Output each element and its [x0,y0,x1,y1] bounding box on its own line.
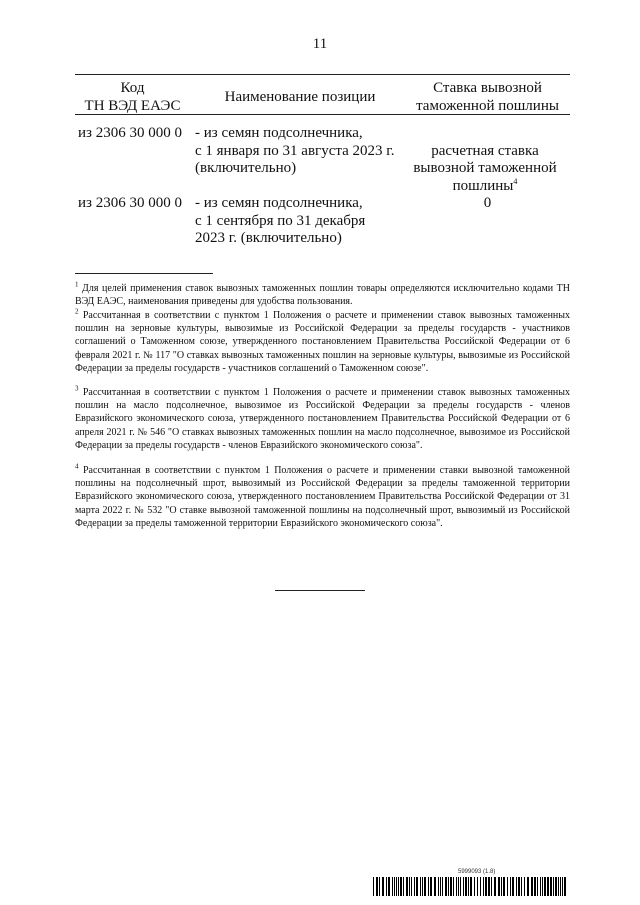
barcode-bar [516,877,517,896]
barcode-bar [438,877,439,896]
table-top-rule [75,74,570,75]
barcode-bar [445,877,447,896]
footnote-4 [75,464,570,530]
barcode-bar [485,877,487,896]
barcode-bar [450,877,452,896]
footnote-1-text: Для целей применения ставок вывозных таможенных пошлин товары определяются исключительно кодами ТН ВЭД ЕАЭС, наименования приведены для удобства пользования. [75,283,570,308]
barcode-bar [560,877,561,896]
row1-rate [400,125,570,195]
barcode-bar [448,877,449,896]
row2-rate: 0 [483,195,492,211]
barcode-bar [453,877,454,896]
barcode-bar [420,877,421,896]
barcode-bar [562,877,563,896]
footnote-2 [75,309,570,375]
barcode-bar [498,877,500,896]
footnote-3-text: Рассчитанная в соответствии с пунктом 1 Положения о расчете и применении ставок вывозных таможенных пошлин на масло подсолнечное, вывозимое из Российской Федерации за пределы государств - членов Евразийского экономического союза, утвержденного постановлением Правительства Российской Федерации от 6 апреля 2021 г. № 546 "О ставках вывозных таможенных пошлин на масло подсолнечное, вывозимое из Российской Федерации за пределы государств - членов Евразийского экономического союза". [75,387,571,451]
barcode-bar [477,877,478,896]
end-separator [275,590,365,591]
barcode-bar [428,877,429,896]
barcode-bar [474,877,475,896]
header-rate-line2: таможенной пошлины [416,98,559,114]
barcode-bar [558,877,559,896]
barcode-bar [400,877,402,896]
barcode-bar [544,877,546,896]
barcode-bar [507,877,508,896]
footnote-1 [75,282,570,308]
barcode-bar [518,877,520,896]
row1-rate-footnote: 4 [513,176,518,186]
barcode-bar [460,877,461,896]
barcode-bar [456,877,457,896]
barcode-bar [550,877,552,896]
barcode-bar [494,877,496,896]
barcode-bar [512,877,514,896]
barcode-bar [483,877,484,896]
barcode-bar [553,877,554,896]
barcode-bar [376,877,378,896]
footnote-4-num: 4 [75,462,79,471]
barcode-bar [386,877,387,896]
barcode-bar [537,877,538,896]
barcode-bar [414,877,415,896]
page-number: 11 [312,36,328,52]
header-rate [405,79,570,115]
barcode-bar [465,877,467,896]
barcode-bar [547,877,549,896]
barcode-bar [524,877,525,896]
row1-code: из 2306 30 000 0 [78,125,182,141]
barcode-bar [403,877,404,896]
header-rate-line1: Ставка вывозной [433,80,542,96]
barcode-bar [406,877,408,896]
barcode-bar [379,877,380,896]
footnote-2-text: Рассчитанная в соответствии с пунктом 1 Положения о расчете и применении ставок вывозных таможенных пошлин на зерновые культуры, вывозимые из Российской Федерации за пределы государств - участников соглашений о Таможенном союзе, утвержденного постановлением Правительства Российской Федерации от 6 февраля 2021 г. № 117 "О ставках вывозных таможенных пошлин на зерновые культуры, вывозимые из Российской Федерации за пределы государств - участников соглашений о Таможенном союзе". [75,310,571,374]
barcode-bar [416,877,418,896]
barcode-bar [411,877,412,896]
barcode-bar [424,877,426,896]
footnote-3 [75,386,570,452]
header-code [75,79,190,115]
barcode-bar [373,877,374,896]
document-code: 5999093 (1.8) [458,869,496,875]
barcode-bar [463,877,464,896]
barcode-bar [510,877,511,896]
barcode-bar [501,877,502,896]
barcode-bar [409,877,410,896]
barcode-bar [396,877,397,896]
footnote-4-text: Рассчитанная в соответствии с пунктом 1 Положения о расчете и применении ставки вывозной таможенной пошлины на подсолнечный шрот, вывозимый из Российской Федерации за пределы таможенной территории Евразийского экономического союза, утвержденного постановлением Правительства Российской Федерации от 31 марта 2022 г. № 532 "О ставке вывозной таможенной пошлины на подсолнечный шрот, вывозимый из Российской Федерации за пределы таможенной территории Евразийского экономического союза". [75,465,570,529]
footnote-2-num: 2 [75,307,79,316]
barcode-bar [531,877,533,896]
footnote-3-num: 3 [75,384,79,393]
barcode-bar [382,877,384,896]
footnote-separator [75,273,213,274]
header-code-line2: ТН ВЭД ЕАЭС [84,98,181,114]
barcode-bar [440,877,441,896]
barcode-bar [555,877,557,896]
barcode-bar [442,877,443,896]
barcode-bar [527,877,529,896]
barcode-bar [392,877,393,896]
barcode-bar [534,877,536,896]
barcode-bar [430,877,432,896]
row2-name: - из семян подсолнечника, с 1 сентября по 31 декабря 2023 г. (включительно) [195,195,366,246]
barcode-bar [542,877,543,896]
row2-code: из 2306 30 000 0 [78,195,182,211]
footnote-1-num: 1 [75,280,79,289]
barcode-bar [398,877,399,896]
row1-rate-text: расчетная ставка вывозной таможенной пошлины [413,142,557,194]
barcode-bar [434,877,436,896]
barcode-bar [468,877,469,896]
barcode-bar [503,877,505,896]
table-header-rule [75,114,570,115]
barcode-bar [491,877,492,896]
header-code-line1: Код [120,80,145,96]
barcode-bar [388,877,390,896]
row1-name: - из семян подсолнечника, с 1 января по 31 августа 2023 г. (включительно) [195,125,395,176]
barcode [373,877,569,896]
barcode-bar [394,877,395,896]
barcode-bar [480,877,481,896]
barcode-bar [470,877,472,896]
barcode-bar [521,877,522,896]
barcode-bar [458,877,459,896]
barcode-bar [564,877,566,896]
barcode-bar [422,877,423,896]
barcode-bar [488,877,490,896]
header-name: Наименование позиции [224,89,376,105]
barcode-bar [540,877,541,896]
